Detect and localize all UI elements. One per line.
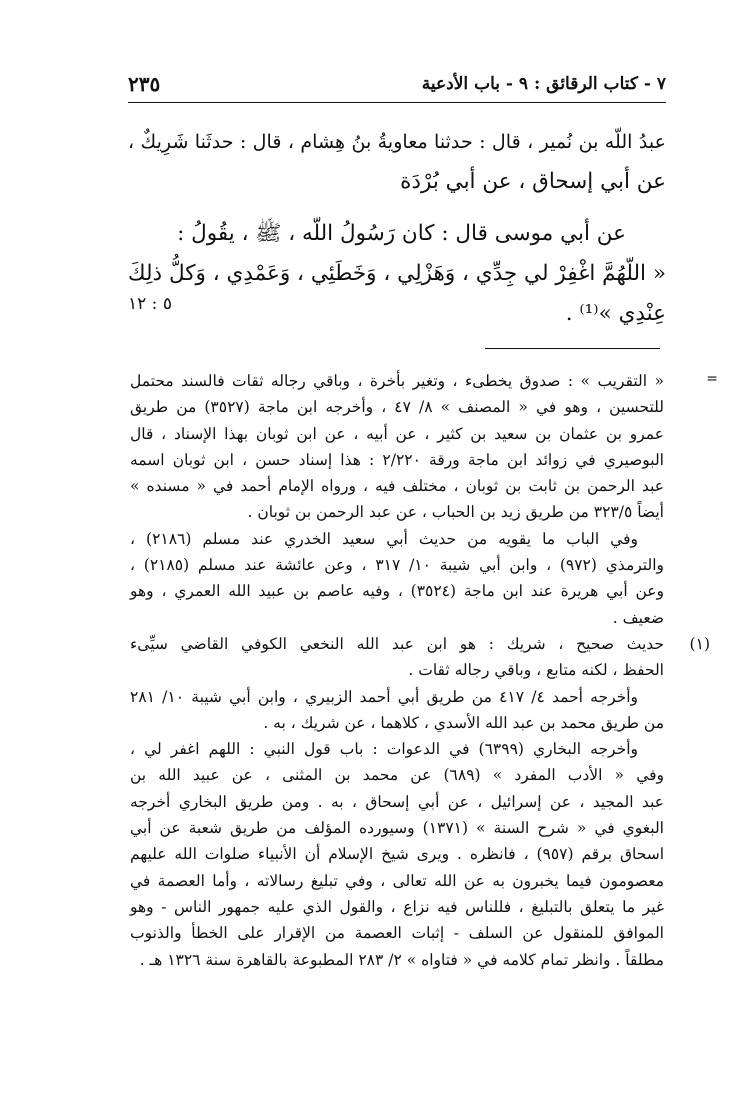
footnote-line: البوصيري في زوائد ابن ماجة ورقة ٢/٢٢٠ : هذا إسناد حسن ، ابن ثوبان اسمه <box>130 450 664 469</box>
matn-line: عِنْدِي »⁽¹⁾ . <box>565 301 666 326</box>
matn-line: عن أبي موسى قال : كان رَسُولُ اللّه ، ﷺ ، يقُولُ : <box>177 221 626 246</box>
hadith-reference: ٥ : ١٢ <box>128 294 172 314</box>
footnote-number: (١) <box>689 634 710 653</box>
footnote-line: البغوي في « شرح السنة » (١٣٧١) وسيورده المؤلف من طريق شعبة عن أبي <box>130 819 664 838</box>
footnote-line: عبد المجيد ، عن إسرائيل ، عن أبي إسحاق ، به . ومن طريق البخاري أخرجه <box>130 792 664 811</box>
isnad-line: عبدُ اللّه بن نُمير ، قال : حدثنا معاويةُ بنُ هِشام ، قال : حدثَنا شَرِيكٌ ، <box>128 130 666 153</box>
footnote-divider <box>485 348 660 349</box>
footnote-line: وأخرجه البخاري (٦٣٩٩) في الدعوات : باب قول النبي : اللهم اغفر لي ، <box>130 740 638 759</box>
footnote-line: حديث صحيح ، شريك : هو ابن عبد الله النخعي الكوفي القاضي سيِّىء <box>130 634 664 653</box>
isnad-line: عن أبي إسحاق ، عن أبي بُرْدَة <box>400 169 666 194</box>
matn-line: « اللّهُمَّ اغْفِرْ لي جِدِّي ، وَهَزْلِي ، وَخَطَئِي ، وَعَمْدِي ، وَكلُّ ذلِكَ <box>127 261 666 286</box>
footnote-line: وفي « الأدب المفرد » (٦٨٩) عن محمد بن المثنى ، عن عبيد الله بن <box>130 766 665 785</box>
footnote-line: وأخرجه أحمد ٤/ ٤١٧ من طريق أبي أحمد الزبيري ، وابن أبي شيبة ١٠/ ٢٨١ <box>130 687 638 706</box>
footnote-line: وعن أبي هريرة عند ابن ماجة (٣٥٢٤) ، وفيه عاصم بن عبيد الله العمري ، وهو <box>130 582 664 601</box>
page-number: ٢٣٥ <box>128 72 161 96</box>
footnote-line: الموافق للمنقول عن السلف - إثبات العصمة من الإقرار على الخطأ والذنوب <box>130 924 664 943</box>
footnote-line: عمرو بن عثمان بن سعيد بن كثير ، عن أبيه ، عن ابن ثوبان بهذا الإسناد ، قال <box>130 424 664 443</box>
footnote-line: مطلقاً . وانظر تمام كلامه في « فتاواه » ٢/ ٢٨٣ المطبوعة بالقاهرة سنة ١٣٢٦ هـ . <box>139 950 664 969</box>
continuation-marker: = <box>706 371 718 387</box>
footnotes <box>130 368 718 973</box>
footnote-line: « التقريب » : صدوق يخطىء ، وتغير بأخرة ، وباقي رجاله ثقات فالسند محتمل <box>130 372 664 390</box>
footnote-line: اسحاق برقم (٩٥٧) ، فانظره . ويرى شيخ الإسلام أن الأنبياء صلوات الله عليهم <box>130 845 664 864</box>
hadith-text <box>128 122 666 334</box>
footnote-line: وفي الباب ما يقويه من حديث أبي سعيد الخدري عند مسلم (٢١٨٦) ، <box>130 529 638 548</box>
footnote-line: غير ما يتعلق بالتبليغ ، فللناس فيه نزاع ، والقول الذي عليه جمهور الناس - وهو <box>130 897 664 916</box>
footnote-line: ضعيف . <box>612 608 664 627</box>
chapter-title: ٧ - كتاب الرقائق : ٩ - باب الأدعية <box>421 74 666 94</box>
footnote-line: والترمذي (٩٧٢) ، وابن أبي شيبة ١٠/ ٣١٧ ، وعن عائشة عند مسلم (٢١٨٥) ، <box>130 556 664 575</box>
footnote-line: أيضاً ٣٢٣/٥ من طريق زيد بن الحباب ، عن عبد الرحمن بن ثوبان . <box>247 503 664 522</box>
footnote-line: الحفظ ، لكنه متابع ، وباقي رجاله ثقات . <box>408 661 664 680</box>
running-header <box>128 72 666 103</box>
footnote-line: معصومون فيما يخبرون به عن الله تعالى ، وفي تبليغ رسالاته ، وأما العصمة في <box>130 871 664 890</box>
footnote-line: من طريق محمد بن عبد الله الأسدي ، كلاهما ، عن شريك ، به . <box>263 713 664 732</box>
footnote-line: للتحسين ، وهو في « المصنف » ٨/ ٤٧ ، وأخرجه ابن ماجة (٣٥٢٧) من طريق <box>130 398 664 417</box>
footnote-line: عبد الرحمن بن ثابت بن ثوبان ، مختلف فيه ، ورواه الإمام أحمد في « مسنده » <box>130 477 664 496</box>
